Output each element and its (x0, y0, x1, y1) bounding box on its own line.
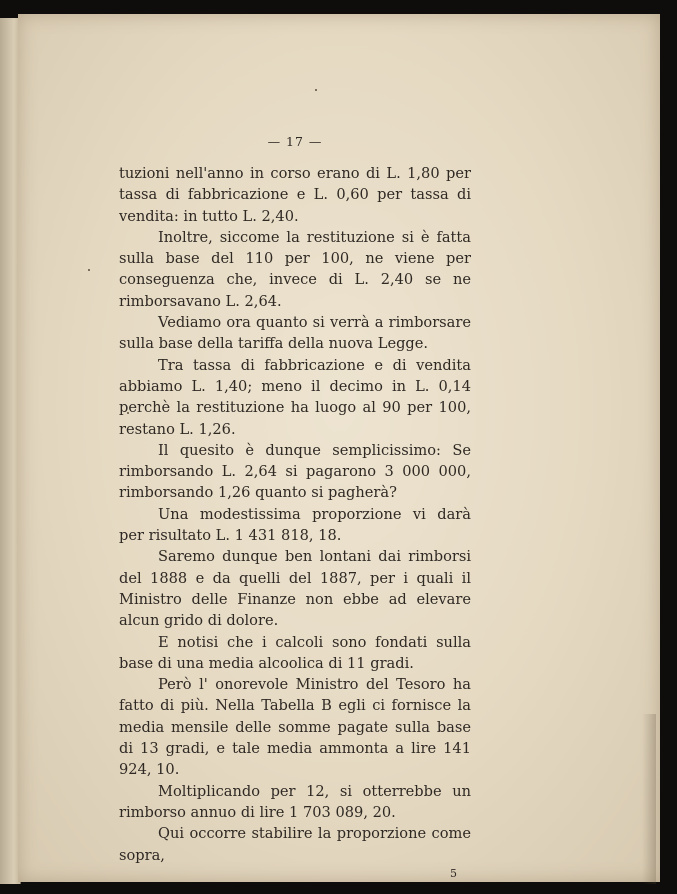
paragraph-3: Vediamo ora quanto si verrà a rimborsare sulla base della tariffa della nuova Legge. (119, 314, 471, 353)
paragraph-9: Però l' onorevole Ministro del Tesoro ha fatto di più. Nella Tabella B egli ci fornisce la media mensile delle somme pagate sulla base di 13 gradi, e tale media ammonta a lire 141 924, 10. (119, 676, 471, 779)
paragraph-7: Saremo dunque ben lontani dai rimborsi del 1888 e da quelli del 1887, per i quali il Ministro delle Finanze non ebbe ad elevare alcun grido di dolore. (119, 548, 471, 630)
signature-mark: 5 (450, 866, 457, 880)
paper-speck (88, 269, 90, 271)
paragraph-6: Una modestissima proporzione vi darà per risultato L. 1 431 818, 18. (119, 505, 471, 545)
paragraph-8: E notisi che i calcoli sono fondati sulla base di una media alcoolica di 11 gradi. (119, 633, 471, 672)
paragraph-11: Qui occorre stabilire la proporzione come sopra, (119, 825, 471, 864)
page-shadow (642, 714, 656, 884)
text-block (119, 127, 471, 881)
paragraph-5: Il quesito è dunque semplicissimo: Se rimborsando L. 2,64 si pagarono 3 000 000, rimborsando 1,26 quanto si pagherà? (119, 441, 471, 502)
paper-speck (315, 89, 317, 91)
paragraph-1: tuzioni nell'anno in corso erano di L. 1,80 per tassa di fabbricazione e L. 0,60 per tassa di vendita: in tutto L. 2,40. (119, 165, 471, 225)
paragraph-10: Moltiplicando per 12, si otterrebbe un rimborso annuo di lire 1 703 089, 20. (119, 782, 471, 821)
paragraph-4: Tra tassa di fabbricazione e di vendita abbiamo L. 1,40; meno il decimo in L. 0,14 perchè la restituzione ha luogo al 90 per 100, restano L. 1,26. (119, 356, 471, 438)
paragraph-2: Inoltre, siccome la restituzione si è fatta sulla base del 110 per 100, ne viene per conseguenza che, invece di L. 2,40 se ne rimborsavano L. 2,64. (119, 228, 471, 310)
page-number: — 17 — (267, 134, 323, 149)
